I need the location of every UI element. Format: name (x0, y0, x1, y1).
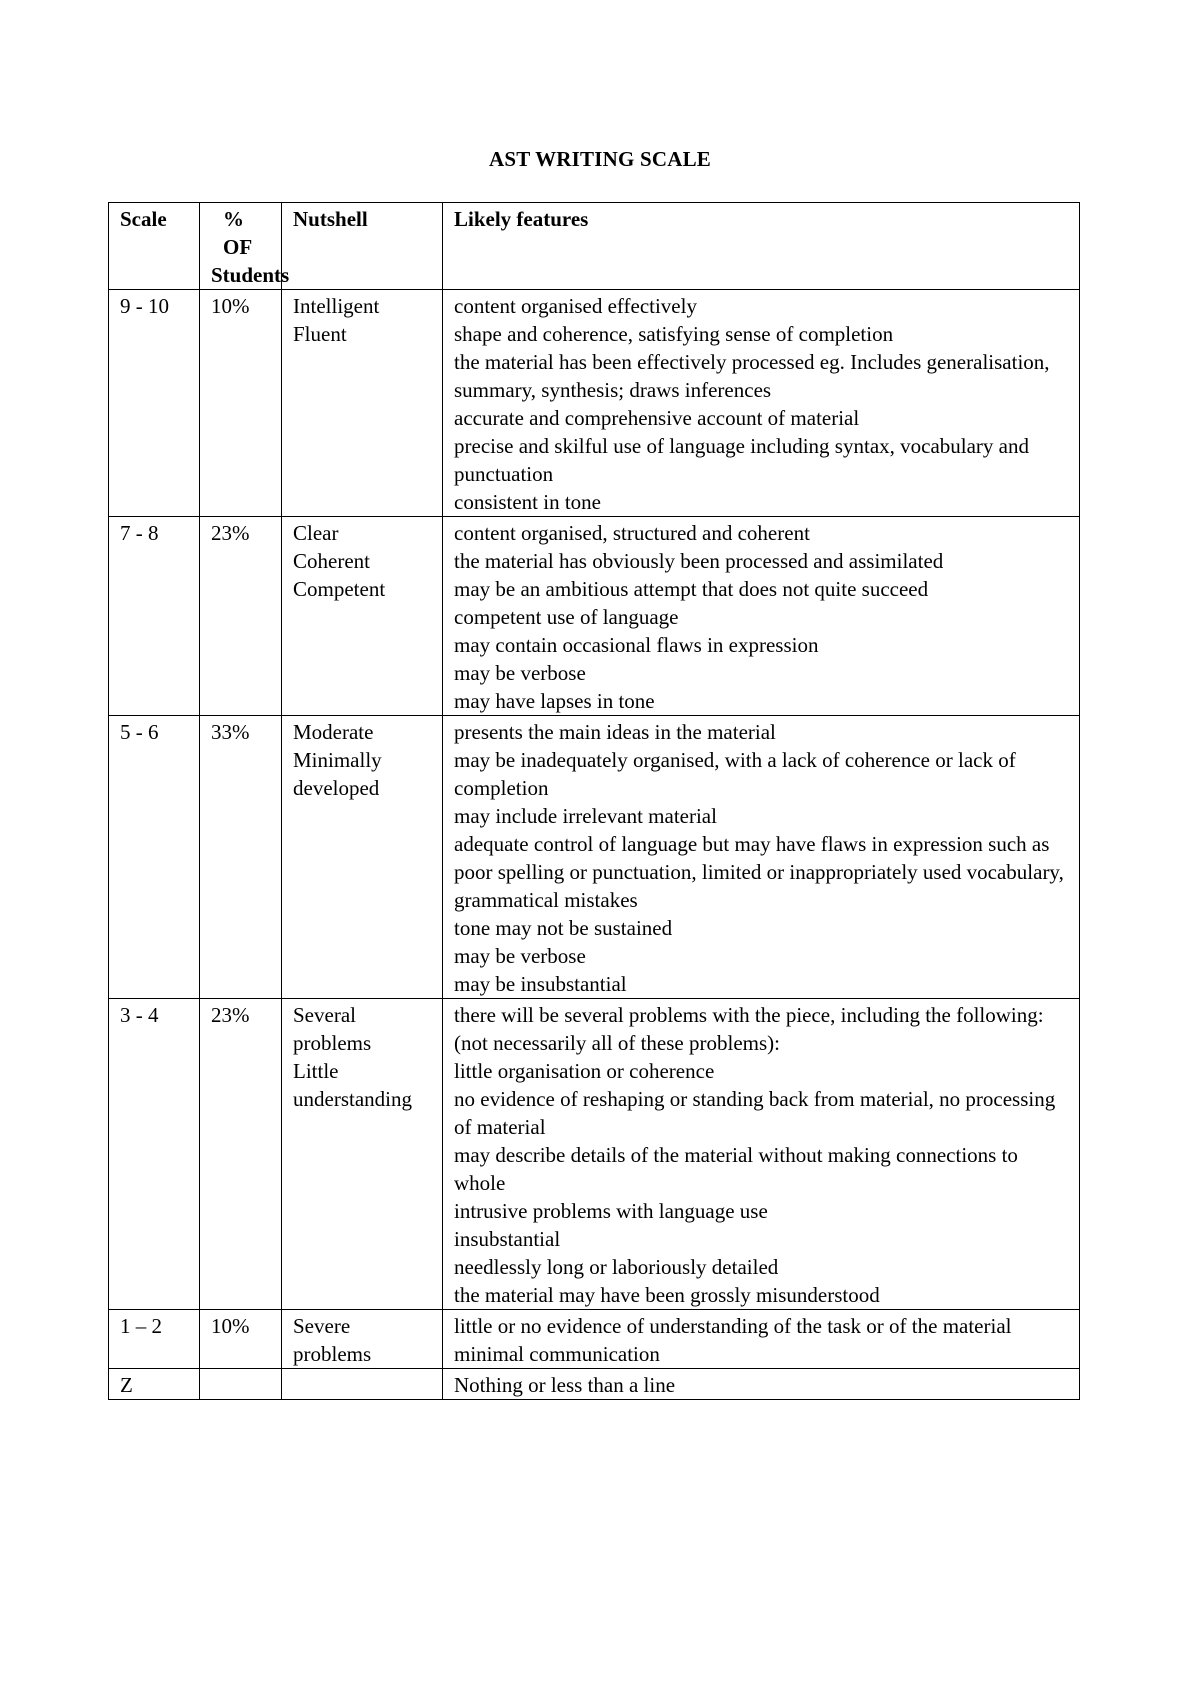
feature-line: the material may have been grossly misunderstood (454, 1283, 880, 1307)
feature-line: may include irrelevant material (454, 804, 717, 828)
feature-line: shape and coherence, satisfying sense of completion (454, 322, 894, 346)
nutshell-line: Clear (293, 521, 339, 545)
nutshell-line: Severe problems (293, 1314, 372, 1366)
feature-line: little or no evidence of understanding of the task or of the material (454, 1314, 1012, 1338)
header-students-label: Students (211, 263, 290, 287)
features-cell (443, 1369, 1080, 1400)
feature-line: presents the main ideas in the material (454, 720, 776, 744)
percent-cell: 23% (200, 999, 282, 1310)
features-cell (443, 290, 1080, 517)
header-percent-label: % OF (223, 207, 253, 259)
percent-cell: 10% (200, 1310, 282, 1369)
feature-line: insubstantial (454, 1227, 561, 1251)
scale-cell: 9 - 10 (109, 290, 200, 517)
feature-line: no evidence of reshaping or standing back from material, no processing of material (454, 1087, 1056, 1139)
nutshell-line: Several problems (293, 1003, 372, 1055)
feature-line: may have lapses in tone (454, 689, 655, 713)
feature-line: adequate control of language but may have flaws in expression such as poor spelling or punctuation, limited or inappropriately used vocabulary, grammatical mistakes (454, 832, 1064, 912)
feature-line: may be insubstantial (454, 972, 627, 996)
nutshell-cell (282, 1310, 443, 1369)
nutshell-cell (282, 1369, 443, 1400)
percent-cell: 23% (200, 517, 282, 716)
nutshell-line: Intelligent (293, 294, 380, 318)
feature-line: may describe details of the material without making connections to whole (454, 1143, 1018, 1195)
nutshell-line: Little understanding (293, 1059, 412, 1111)
scale-cell: 3 - 4 (109, 999, 200, 1310)
scale-cell: 1 – 2 (109, 1310, 200, 1369)
nutshell-line: Moderate (293, 720, 374, 744)
nutshell-cell (282, 290, 443, 517)
nutshell-line: Coherent (293, 549, 370, 573)
table-row (109, 1310, 1080, 1369)
feature-line: the material has been effectively processed eg. Includes generalisation, summary, synthesis; draws inferences (454, 350, 1050, 402)
feature-line: little organisation or coherence (454, 1059, 715, 1083)
feature-line: (not necessarily all of these problems): (454, 1031, 780, 1055)
scale-cell: 5 - 6 (109, 716, 200, 999)
feature-line: intrusive problems with language use (454, 1199, 768, 1223)
feature-line: may be verbose (454, 661, 586, 685)
features-cell (443, 716, 1080, 999)
features-cell (443, 1310, 1080, 1369)
scale-cell: 7 - 8 (109, 517, 200, 716)
feature-line: there will be several problems with the piece, including the following: (454, 1003, 1044, 1027)
nutshell-line: Minimally developed (293, 748, 382, 800)
nutshell-cell (282, 716, 443, 999)
feature-line: content organised effectively (454, 294, 697, 318)
writing-scale-table (108, 202, 1080, 1400)
feature-line: Nothing or less than a line (454, 1373, 676, 1397)
feature-line: the material has obviously been processed and assimilated (454, 549, 944, 573)
features-cell (443, 517, 1080, 716)
feature-line: minimal communication (454, 1342, 660, 1366)
percent-cell (200, 1369, 282, 1400)
percent-cell: 33% (200, 716, 282, 999)
features-cell (443, 999, 1080, 1310)
feature-line: may be inadequately organised, with a lack of coherence or lack of completion (454, 748, 1016, 800)
percent-cell: 10% (200, 290, 282, 517)
header-nutshell: Nutshell (282, 203, 443, 290)
feature-line: accurate and comprehensive account of material (454, 406, 860, 430)
table-header-row (109, 203, 1080, 290)
table-row (109, 716, 1080, 999)
header-likely-features: Likely features (443, 203, 1080, 290)
feature-line: consistent in tone (454, 490, 601, 514)
feature-line: needlessly long or laboriously detailed (454, 1255, 779, 1279)
feature-line: may be verbose (454, 944, 586, 968)
nutshell-line: Fluent (293, 322, 347, 346)
table-row (109, 1369, 1080, 1400)
feature-line: tone may not be sustained (454, 916, 673, 940)
table-row (109, 517, 1080, 716)
feature-line: may be an ambitious attempt that does not quite succeed (454, 577, 929, 601)
scale-cell: Z (109, 1369, 200, 1400)
nutshell-cell (282, 999, 443, 1310)
nutshell-line: Competent (293, 577, 386, 601)
table-row (109, 290, 1080, 517)
feature-line: competent use of language (454, 605, 679, 629)
feature-line: may contain occasional flaws in expression (454, 633, 819, 657)
header-scale: Scale (109, 203, 200, 290)
document-title: AST WRITING SCALE (488, 147, 712, 171)
header-percent-students (200, 203, 290, 290)
nutshell-cell (282, 517, 443, 716)
table-row (109, 999, 1080, 1310)
feature-line: content organised, structured and coherent (454, 521, 810, 545)
feature-line: precise and skilful use of language including syntax, vocabulary and punctuation (454, 434, 1029, 486)
